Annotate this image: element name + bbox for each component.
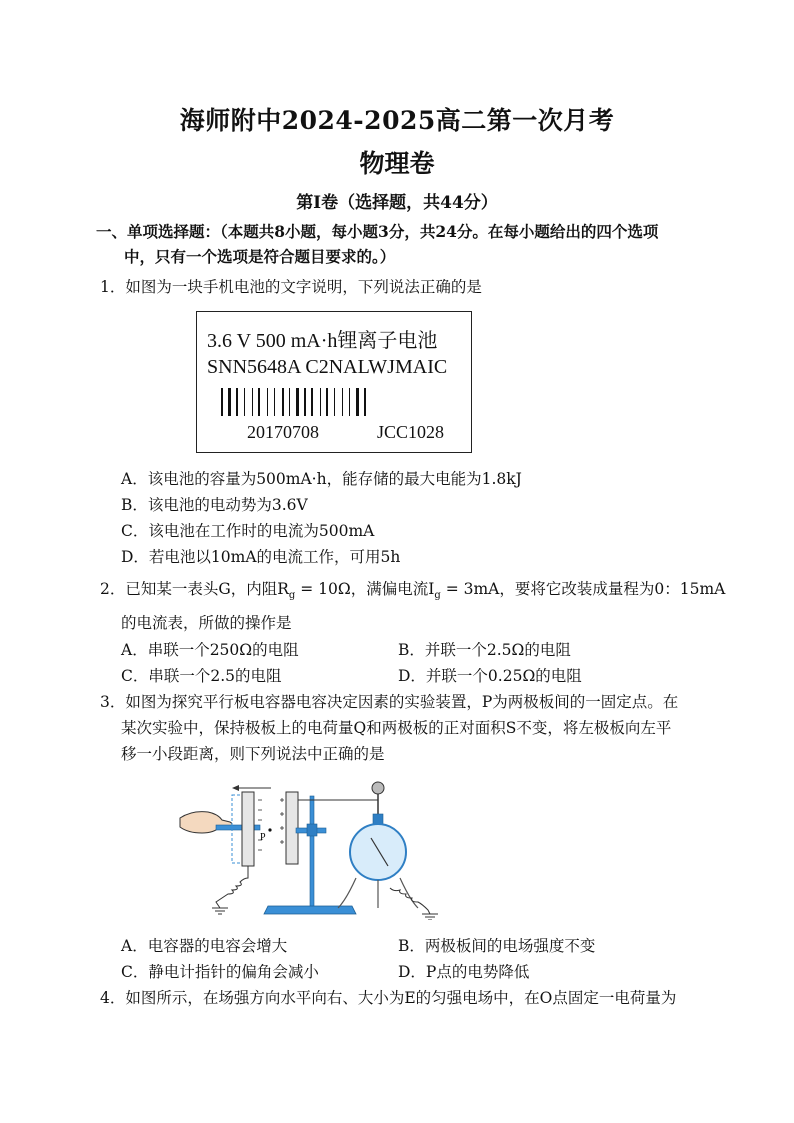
left-plate	[242, 792, 254, 866]
ground-symbol-right	[422, 914, 438, 920]
q2-option-b: B．并联一个2.5Ω的电阻	[398, 641, 571, 659]
ground-wire-left	[216, 866, 248, 908]
q2-option-a: A．串联一个250Ω的电阻	[121, 641, 299, 659]
q3-option-d: D．P点的电势降低	[398, 963, 530, 981]
stand-rod	[310, 796, 314, 908]
q2-stem-line1	[100, 579, 725, 606]
ground-symbol-left	[212, 908, 228, 914]
barcode-bar	[311, 388, 313, 416]
q2-subscript-1: g	[288, 590, 296, 602]
section-title: 第Ⅰ卷（选择题，共44分）	[296, 193, 498, 213]
q3-option-c: C．静电计指针的偏角会减小	[121, 963, 319, 981]
q1-option-d: D．若电池以10mA的电流工作，可用5h	[121, 548, 401, 566]
barcode-bar	[364, 388, 366, 416]
point-p-label: P	[260, 832, 266, 843]
q2-stem-part3: = 3mA，要将它改装成量程为0：15mA	[440, 580, 726, 598]
barcode-bar	[304, 388, 306, 416]
q3-option-a: A．电容器的电容会增大	[121, 937, 288, 955]
battery-label-line1: 3.6 V 500 mA·h锂离子电池	[207, 330, 438, 352]
q3-option-b: B．两极板间的电场强度不变	[398, 937, 596, 955]
electrometer-knob	[372, 782, 384, 794]
barcode-bar	[289, 388, 290, 416]
part1-heading-line2: 中，只有一个选项是符合题目要求的。）	[124, 247, 396, 266]
barcode-image	[221, 388, 411, 416]
q3-stem-line1: 3．如图为探究平行板电容器电容决定因素的实验装置，P为两极板间的一固定点。在	[100, 693, 679, 711]
q3-stem-line2: 某次实验中，保持极板上的电荷量Q和两极板的正对面积S不变，将左极板向左平	[121, 719, 672, 737]
part1-heading-line1: 一、单项选择题：（本题共8小题，每小题3分，共24分。在每小题给出的四个选项	[96, 222, 659, 241]
barcode-bar	[244, 388, 245, 416]
barcode-bar	[320, 388, 321, 416]
battery-label	[196, 311, 472, 453]
stand-clamp	[307, 824, 317, 836]
q4-stem-line1: 4．如图所示，在场强方向水平向右、大小为E的匀强电场中，在O点固定一电荷量为	[100, 989, 677, 1007]
q1-stem: 1．如图为一块手机电池的文字说明，下列说法正确的是	[100, 278, 482, 296]
barcode-bar	[258, 388, 260, 416]
exam-title: 海师附中2024-2025高二第一次月考	[179, 106, 615, 135]
q1-option-a: A．该电池的容量为500mA·h，能存储的最大电能为1.8kJ	[121, 470, 522, 488]
battery-label-line2: SNN5648A C2NALWJMAIC	[207, 356, 448, 378]
barcode-bar	[356, 388, 359, 416]
q2-option-c: C．串联一个2.5的电阻	[121, 667, 282, 685]
barcode-bar	[274, 388, 275, 416]
barcode-bar	[228, 388, 231, 416]
barcode-bar	[236, 388, 238, 416]
barcode-bar	[267, 388, 268, 416]
battery-label-date: 20170708	[247, 422, 319, 442]
barcode-bar	[326, 388, 328, 416]
barcode-bar	[221, 388, 223, 416]
electrometer-case	[350, 824, 406, 880]
barcode-bar	[334, 388, 335, 416]
barcode-bar	[252, 388, 253, 416]
q1-option-b: B．该电池的电动势为3.6V	[121, 496, 308, 514]
q2-stem-part2: = 10Ω，满偏电流I	[295, 580, 435, 598]
ground-wire-right	[390, 888, 430, 914]
q2-option-d: D．并联一个0.25Ω的电阻	[398, 667, 582, 685]
q2-stem-part1: 2．已知某一表头G，内阻R	[100, 580, 289, 598]
barcode-bar	[296, 388, 299, 416]
point-p	[268, 828, 271, 831]
exam-subtitle: 物理卷	[359, 149, 435, 178]
barcode-bar	[349, 388, 350, 416]
q3-stem-line3: 移一小段距离，则下列说法中正确的是	[121, 745, 385, 763]
q2-stem-line2: 的电流表，所做的操作是	[121, 614, 292, 632]
q2-subscript-2: g	[434, 590, 441, 602]
stand-base	[264, 906, 356, 914]
barcode-bar	[282, 388, 284, 416]
capacitor-experiment-figure	[176, 770, 446, 920]
barcode-bar	[342, 388, 343, 416]
q1-option-c: C．该电池在工作时的电流为500mA	[121, 522, 375, 540]
battery-label-code: JCC1028	[377, 422, 445, 442]
